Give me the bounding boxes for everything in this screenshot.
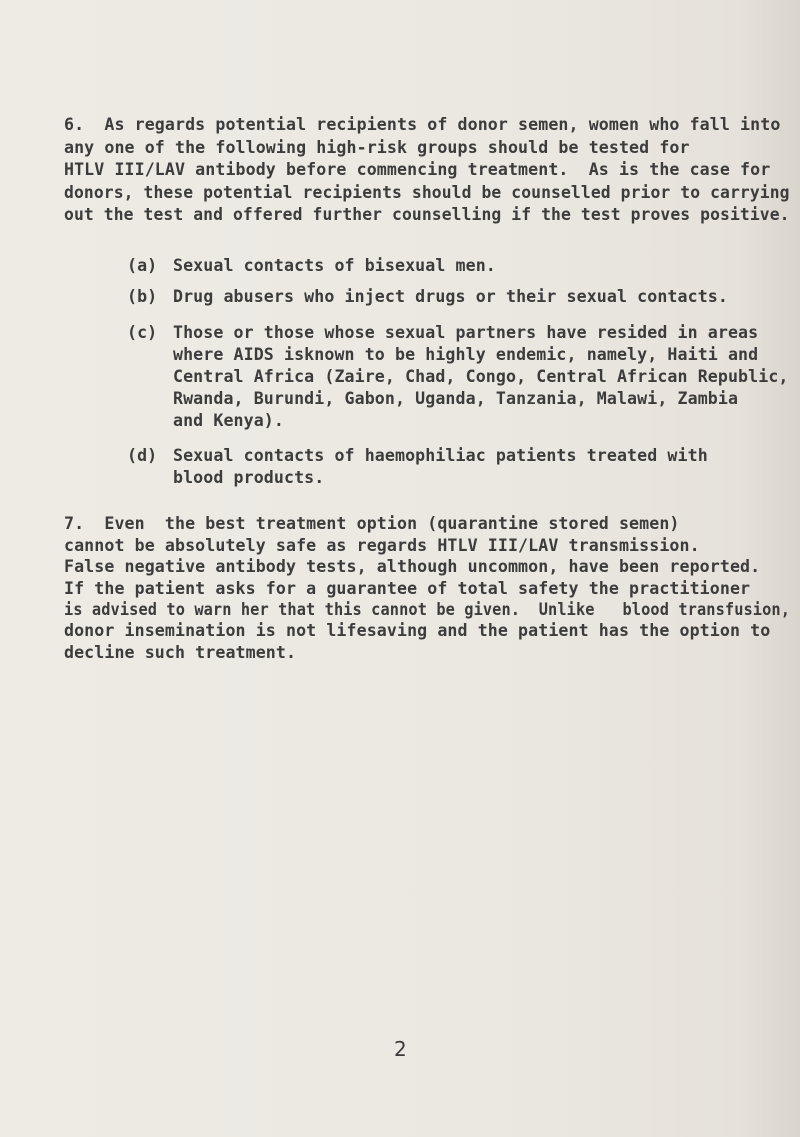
list-item-text-d: Sexual contacts of haemophiliac patients treated with <box>173 446 708 465</box>
list-item-label-d: (d) <box>127 446 158 465</box>
list-item-text-c: Central Africa (Zaire, Chad, Congo, Central African Republic, <box>173 367 789 386</box>
paragraph-7-line: cannot be absolutely safe as regards HTLV III/LAV transmission. <box>64 536 700 555</box>
paragraph-6-line: any one of the following high-risk groups should be tested for <box>64 138 690 157</box>
paragraph-7-line: False negative antibody tests, although uncommon, have been reported. <box>64 557 761 576</box>
list-item-text-c: where AIDS isknown to be highly endemic, namely, Haiti and <box>173 345 759 364</box>
list-item-text-b: Drug abusers who inject drugs or their sexual contacts. <box>173 287 728 306</box>
list-item-label-b: (b) <box>127 287 158 306</box>
list-item-label-c: (c) <box>127 323 158 342</box>
paragraph-6-line: out the test and offered further counselling if the test proves positive. <box>64 205 790 224</box>
list-item-text-c: Those or those whose sexual partners have resided in areas <box>173 323 759 342</box>
page-number: 2 <box>394 1037 407 1061</box>
paragraph-7-line: decline such treatment. <box>64 643 297 662</box>
paragraph-7-line: donor insemination is not lifesaving and the patient has the option to <box>64 621 771 640</box>
list-item-text-a: Sexual contacts of bisexual men. <box>173 256 496 275</box>
list-item-text-c: Rwanda, Burundi, Gabon, Uganda, Tanzania, Malawi, Zambia <box>173 389 739 408</box>
paragraph-7-line: 7. Even the best treatment option (quarantine stored semen) <box>64 514 680 533</box>
paragraph-7-line: is advised to warn her that this cannot be given. Unlike blood transfusion, <box>64 600 791 619</box>
paragraph-6-line: 6. As regards potential recipients of donor semen, women who fall into <box>64 115 781 134</box>
paragraph-6-line: HTLV III/LAV antibody before commencing treatment. As is the case for <box>64 160 771 179</box>
paragraph-7-line: If the patient asks for a guarantee of total safety the practitioner <box>64 579 751 598</box>
list-item-text-d: blood products. <box>173 468 325 487</box>
paragraph-6-line: donors, these potential recipients should be counselled prior to carrying <box>64 183 790 202</box>
list-item-text-c: and Kenya). <box>173 411 284 430</box>
list-item-label-a: (a) <box>127 256 158 275</box>
